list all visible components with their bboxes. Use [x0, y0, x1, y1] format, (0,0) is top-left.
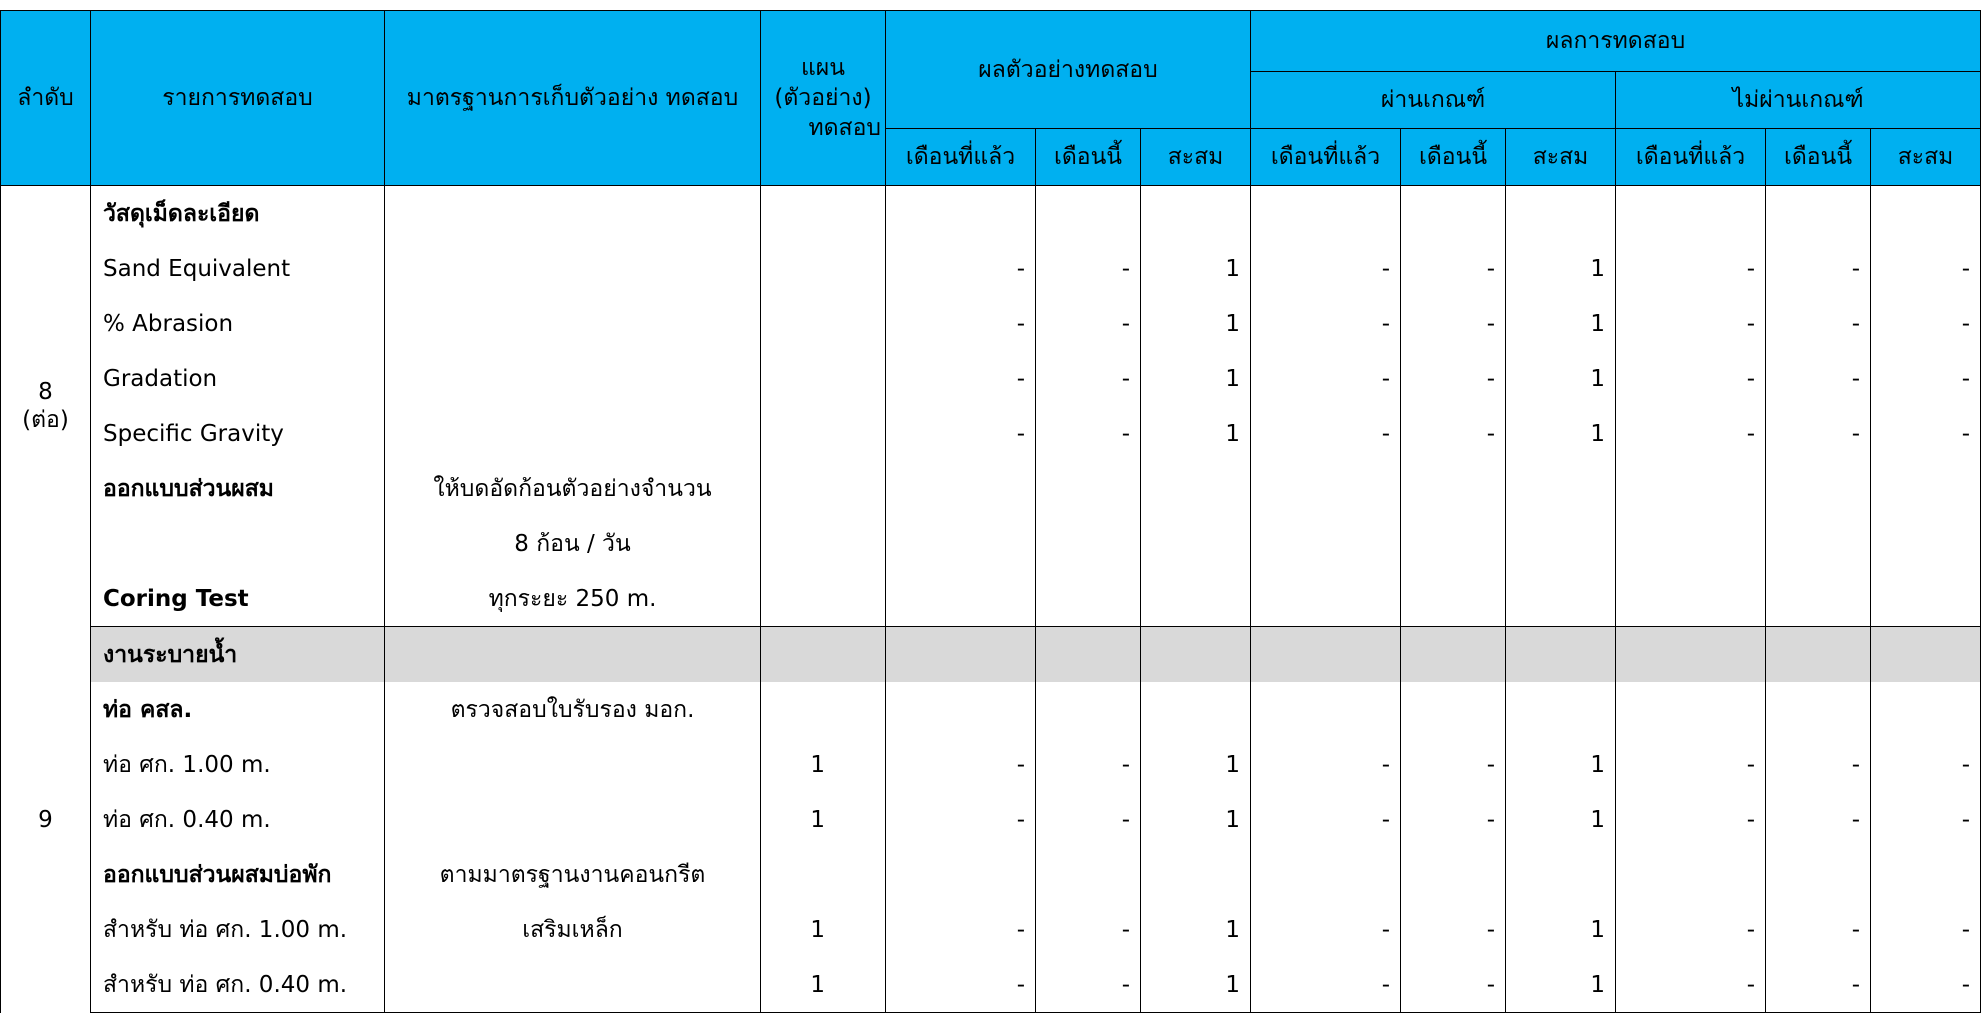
fail-cumulative — [1871, 627, 1981, 683]
header-fail-last-month: เดือนที่แล้ว — [1616, 129, 1766, 186]
fail-cumulative: - — [1871, 792, 1981, 847]
fail-this-month — [1766, 571, 1871, 627]
fail-this-month: - — [1766, 351, 1871, 406]
header-sample-last-month: เดือนที่แล้ว — [886, 129, 1036, 186]
pass-cumulative — [1506, 847, 1616, 902]
fail-cumulative: - — [1871, 737, 1981, 792]
sample-this-month: - — [1036, 737, 1141, 792]
pass-cumulative — [1506, 627, 1616, 683]
fail-this-month — [1766, 516, 1871, 571]
table-row — [1, 351, 1981, 406]
seq-number: 8 — [38, 379, 53, 406]
fail-last-month — [1616, 571, 1766, 627]
fail-last-month: - — [1616, 902, 1766, 957]
test-item: Sand Equivalent — [91, 241, 385, 296]
group-8 — [1, 186, 1981, 627]
sampling-standard — [385, 296, 761, 351]
sample-last-month — [886, 847, 1036, 902]
fail-this-month — [1766, 682, 1871, 737]
pass-this-month — [1401, 516, 1506, 571]
fail-cumulative — [1871, 461, 1981, 516]
pass-this-month: - — [1401, 406, 1506, 461]
sample-cumulative: 1 — [1141, 792, 1251, 847]
table-row — [1, 406, 1981, 461]
sample-this-month: - — [1036, 351, 1141, 406]
pass-last-month: - — [1251, 792, 1401, 847]
sample-last-month — [886, 627, 1036, 683]
sample-this-month — [1036, 571, 1141, 627]
fail-last-month — [1616, 516, 1766, 571]
test-item: ออกแบบส่วนผสม — [91, 461, 385, 516]
header-pass-cumulative: สะสม — [1506, 129, 1616, 186]
pass-cumulative: 1 — [1506, 296, 1616, 351]
table-header — [1, 11, 1981, 186]
header-pass-this-month: เดือนนี้ — [1401, 129, 1506, 186]
test-item: วัสดุเม็ดละเอียด — [91, 186, 385, 242]
fail-cumulative — [1871, 186, 1981, 242]
sampling-standard: ตามมาตรฐานงานคอนกรีต — [385, 847, 761, 902]
sample-this-month — [1036, 682, 1141, 737]
sampling-standard — [385, 241, 761, 296]
header-fail-this-month: เดือนนี้ — [1766, 129, 1871, 186]
pass-this-month: - — [1401, 241, 1506, 296]
header-standard: มาตรฐานการเก็บตัวอย่าง ทดสอบ — [385, 11, 761, 186]
sampling-standard — [385, 406, 761, 461]
table-row — [1, 847, 1981, 902]
table-row — [1, 186, 1981, 242]
pass-cumulative — [1506, 461, 1616, 516]
pass-this-month — [1401, 571, 1506, 627]
pass-this-month: - — [1401, 351, 1506, 406]
sample-cumulative: 1 — [1141, 902, 1251, 957]
plan-samples — [761, 241, 886, 296]
fail-this-month: - — [1766, 406, 1871, 461]
table-row — [1, 461, 1981, 516]
plan-samples: 1 — [810, 806, 825, 833]
table-row — [1, 682, 1981, 737]
header-fail-cumulative: สะสม — [1871, 129, 1981, 186]
sample-this-month: - — [1036, 241, 1141, 296]
test-item: ท่อ ศก. 0.40 m. — [91, 792, 385, 847]
seq-note: (ต่อ) — [22, 407, 69, 434]
sample-this-month: - — [1036, 406, 1141, 461]
header-item: รายการทดสอบ — [91, 11, 385, 186]
pass-this-month: - — [1401, 296, 1506, 351]
sample-cumulative: 1 — [1141, 406, 1251, 461]
test-item: Coring Test — [91, 571, 385, 627]
sampling-standard: ตรวจสอบใบรับรอง มอก. — [385, 682, 761, 737]
header-seq: ลำดับ — [1, 11, 91, 186]
sample-this-month: - — [1036, 792, 1141, 847]
sample-cumulative — [1141, 461, 1251, 516]
fail-cumulative: - — [1871, 902, 1981, 957]
pass-last-month: - — [1251, 296, 1401, 351]
plan-samples: 1 — [810, 751, 825, 778]
sample-cumulative: 1 — [1141, 957, 1251, 1013]
pass-cumulative — [1506, 682, 1616, 737]
sample-cumulative: 1 — [1141, 351, 1251, 406]
fail-last-month: - — [1616, 296, 1766, 351]
plan-samples — [761, 296, 886, 351]
pass-last-month: - — [1251, 737, 1401, 792]
pass-cumulative — [1506, 186, 1616, 242]
test-item: % Abrasion — [91, 296, 385, 351]
pass-last-month — [1251, 571, 1401, 627]
test-item: สำหรับ ท่อ ศก. 1.00 m. — [91, 902, 385, 957]
table-row — [1, 957, 1981, 1013]
table-row — [1, 296, 1981, 351]
pass-cumulative: 1 — [1506, 406, 1616, 461]
fail-last-month: - — [1616, 406, 1766, 461]
sample-cumulative — [1141, 847, 1251, 902]
sample-cumulative — [1141, 571, 1251, 627]
fail-last-month — [1616, 847, 1766, 902]
pass-this-month: - — [1401, 902, 1506, 957]
pass-cumulative: 1 — [1506, 957, 1616, 1013]
sample-last-month — [886, 516, 1036, 571]
pass-this-month — [1401, 461, 1506, 516]
pass-cumulative: 1 — [1506, 351, 1616, 406]
header-sample-results: ผลตัวอย่างทดสอบ — [886, 11, 1251, 129]
sample-last-month: - — [886, 737, 1036, 792]
fail-last-month: - — [1616, 737, 1766, 792]
fail-last-month — [1616, 682, 1766, 737]
header-sample-cumulative: สะสม — [1141, 129, 1251, 186]
sample-last-month: - — [886, 351, 1036, 406]
header-pass-last-month: เดือนที่แล้ว — [1251, 129, 1401, 186]
fail-this-month — [1766, 847, 1871, 902]
pass-last-month: - — [1251, 241, 1401, 296]
fail-this-month — [1766, 186, 1871, 242]
pass-cumulative: 1 — [1506, 737, 1616, 792]
pass-cumulative: 1 — [1506, 902, 1616, 957]
table-row — [1, 792, 1981, 847]
pass-this-month: - — [1401, 737, 1506, 792]
sampling-standard — [385, 957, 761, 1013]
fail-last-month: - — [1616, 792, 1766, 847]
plan-samples — [761, 847, 886, 902]
plan-samples — [761, 627, 886, 683]
test-item: สำหรับ ท่อ ศก. 0.40 m. — [91, 957, 385, 1013]
plan-samples — [761, 461, 886, 516]
sample-last-month — [886, 461, 1036, 516]
pass-this-month — [1401, 627, 1506, 683]
sample-cumulative — [1141, 627, 1251, 683]
fail-this-month: - — [1766, 902, 1871, 957]
fail-this-month: - — [1766, 241, 1871, 296]
pass-this-month: - — [1401, 957, 1506, 1013]
test-item: ท่อ ศก. 1.00 m. — [91, 737, 385, 792]
sample-cumulative: 1 — [1141, 296, 1251, 351]
plan-samples — [761, 406, 886, 461]
pass-last-month — [1251, 461, 1401, 516]
sample-last-month — [886, 682, 1036, 737]
sample-last-month: - — [886, 902, 1036, 957]
pass-last-month — [1251, 682, 1401, 737]
pass-last-month: - — [1251, 902, 1401, 957]
sampling-standard: ให้บดอัดก้อนตัวอย่างจำนวน — [385, 461, 761, 516]
sampling-standard — [385, 186, 761, 242]
pass-last-month: - — [1251, 406, 1401, 461]
row-seq-number — [1, 186, 91, 627]
fail-cumulative — [1871, 847, 1981, 902]
test-item: ออกแบบส่วนผสมบ่อพัก — [91, 847, 385, 902]
row-seq-number — [1, 627, 91, 1013]
sample-last-month: - — [886, 406, 1036, 461]
sampling-standard: เสริมเหล็ก — [385, 902, 761, 957]
table-row — [1, 241, 1981, 296]
sample-cumulative — [1141, 186, 1251, 242]
fail-this-month — [1766, 461, 1871, 516]
test-item: ท่อ คสล. — [91, 682, 385, 737]
fail-last-month: - — [1616, 351, 1766, 406]
fail-this-month: - — [1766, 792, 1871, 847]
sample-cumulative: 1 — [1141, 737, 1251, 792]
seq-number: 9 — [38, 806, 53, 833]
sample-last-month — [886, 571, 1036, 627]
test-results-table — [0, 10, 1981, 1013]
pass-cumulative: 1 — [1506, 241, 1616, 296]
header-pass: ผ่านเกณฑ์ — [1251, 72, 1616, 129]
sample-cumulative: 1 — [1141, 241, 1251, 296]
fail-last-month — [1616, 627, 1766, 683]
plan-samples — [761, 351, 886, 406]
header-test-results: ผลการทดสอบ — [1251, 11, 1981, 72]
fail-cumulative: - — [1871, 296, 1981, 351]
pass-cumulative: 1 — [1506, 792, 1616, 847]
pass-last-month — [1251, 847, 1401, 902]
plan-samples — [761, 571, 886, 627]
sampling-standard: 8 ก้อน / วัน — [385, 516, 761, 571]
table-row — [1, 737, 1981, 792]
fail-cumulative: - — [1871, 241, 1981, 296]
plan-samples — [761, 186, 886, 242]
header-fail: ไม่ผ่านเกณฑ์ — [1616, 72, 1981, 129]
sample-this-month: - — [1036, 296, 1141, 351]
sampling-standard — [385, 351, 761, 406]
pass-this-month: - — [1401, 792, 1506, 847]
fail-cumulative — [1871, 682, 1981, 737]
table-row — [1, 902, 1981, 957]
test-item — [91, 516, 385, 571]
plan-samples: 1 — [761, 957, 886, 1013]
fail-last-month — [1616, 461, 1766, 516]
pass-this-month — [1401, 847, 1506, 902]
pass-last-month: - — [1251, 351, 1401, 406]
header-plan — [761, 11, 886, 186]
pass-this-month — [1401, 186, 1506, 242]
table-row — [1, 627, 1981, 683]
sample-last-month: - — [886, 296, 1036, 351]
sample-last-month: - — [886, 792, 1036, 847]
fail-cumulative: - — [1871, 957, 1981, 1013]
sampling-standard — [385, 627, 761, 683]
sample-this-month — [1036, 186, 1141, 242]
fail-this-month: - — [1766, 296, 1871, 351]
sampling-standard — [385, 737, 761, 792]
sample-this-month — [1036, 847, 1141, 902]
sample-last-month: - — [886, 241, 1036, 296]
pass-last-month: - — [1251, 957, 1401, 1013]
fail-cumulative: - — [1871, 351, 1981, 406]
fail-cumulative — [1871, 571, 1981, 627]
plan-samples — [761, 682, 886, 737]
sample-cumulative — [1141, 682, 1251, 737]
fail-cumulative — [1871, 516, 1981, 571]
sample-last-month: - — [886, 957, 1036, 1013]
header-plan-line2: (ตัวอย่าง) — [774, 85, 872, 111]
header-sample-this-month: เดือนนี้ — [1036, 129, 1141, 186]
pass-this-month — [1401, 682, 1506, 737]
test-item: Specific Gravity — [91, 406, 385, 461]
pass-cumulative — [1506, 516, 1616, 571]
sample-cumulative — [1141, 516, 1251, 571]
fail-last-month — [1616, 186, 1766, 242]
table-row — [1, 516, 1981, 571]
sample-this-month — [1036, 516, 1141, 571]
plan-samples: 1 — [810, 916, 825, 943]
pass-last-month — [1251, 186, 1401, 242]
sample-last-month — [886, 186, 1036, 242]
pass-last-month — [1251, 627, 1401, 683]
test-item: งานระบายน้ำ — [91, 627, 385, 683]
fail-cumulative: - — [1871, 406, 1981, 461]
pass-last-month — [1251, 516, 1401, 571]
sampling-standard — [385, 792, 761, 847]
fail-this-month — [1766, 627, 1871, 683]
sample-this-month — [1036, 461, 1141, 516]
pass-cumulative — [1506, 571, 1616, 627]
sample-this-month: - — [1036, 902, 1141, 957]
fail-last-month: - — [1616, 241, 1766, 296]
plan-samples — [761, 516, 886, 571]
sample-this-month: - — [1036, 957, 1141, 1013]
fail-this-month: - — [1766, 957, 1871, 1013]
fail-last-month: - — [1616, 957, 1766, 1013]
test-item: Gradation — [91, 351, 385, 406]
sampling-standard: ทุกระยะ 250 m. — [385, 571, 761, 627]
table-row — [1, 571, 1981, 627]
sample-this-month — [1036, 627, 1141, 683]
group-9 — [1, 627, 1981, 1013]
header-plan-line3: ทดสอบ — [808, 115, 881, 141]
fail-this-month: - — [1766, 737, 1871, 792]
header-plan-line1: แผน — [800, 55, 846, 81]
